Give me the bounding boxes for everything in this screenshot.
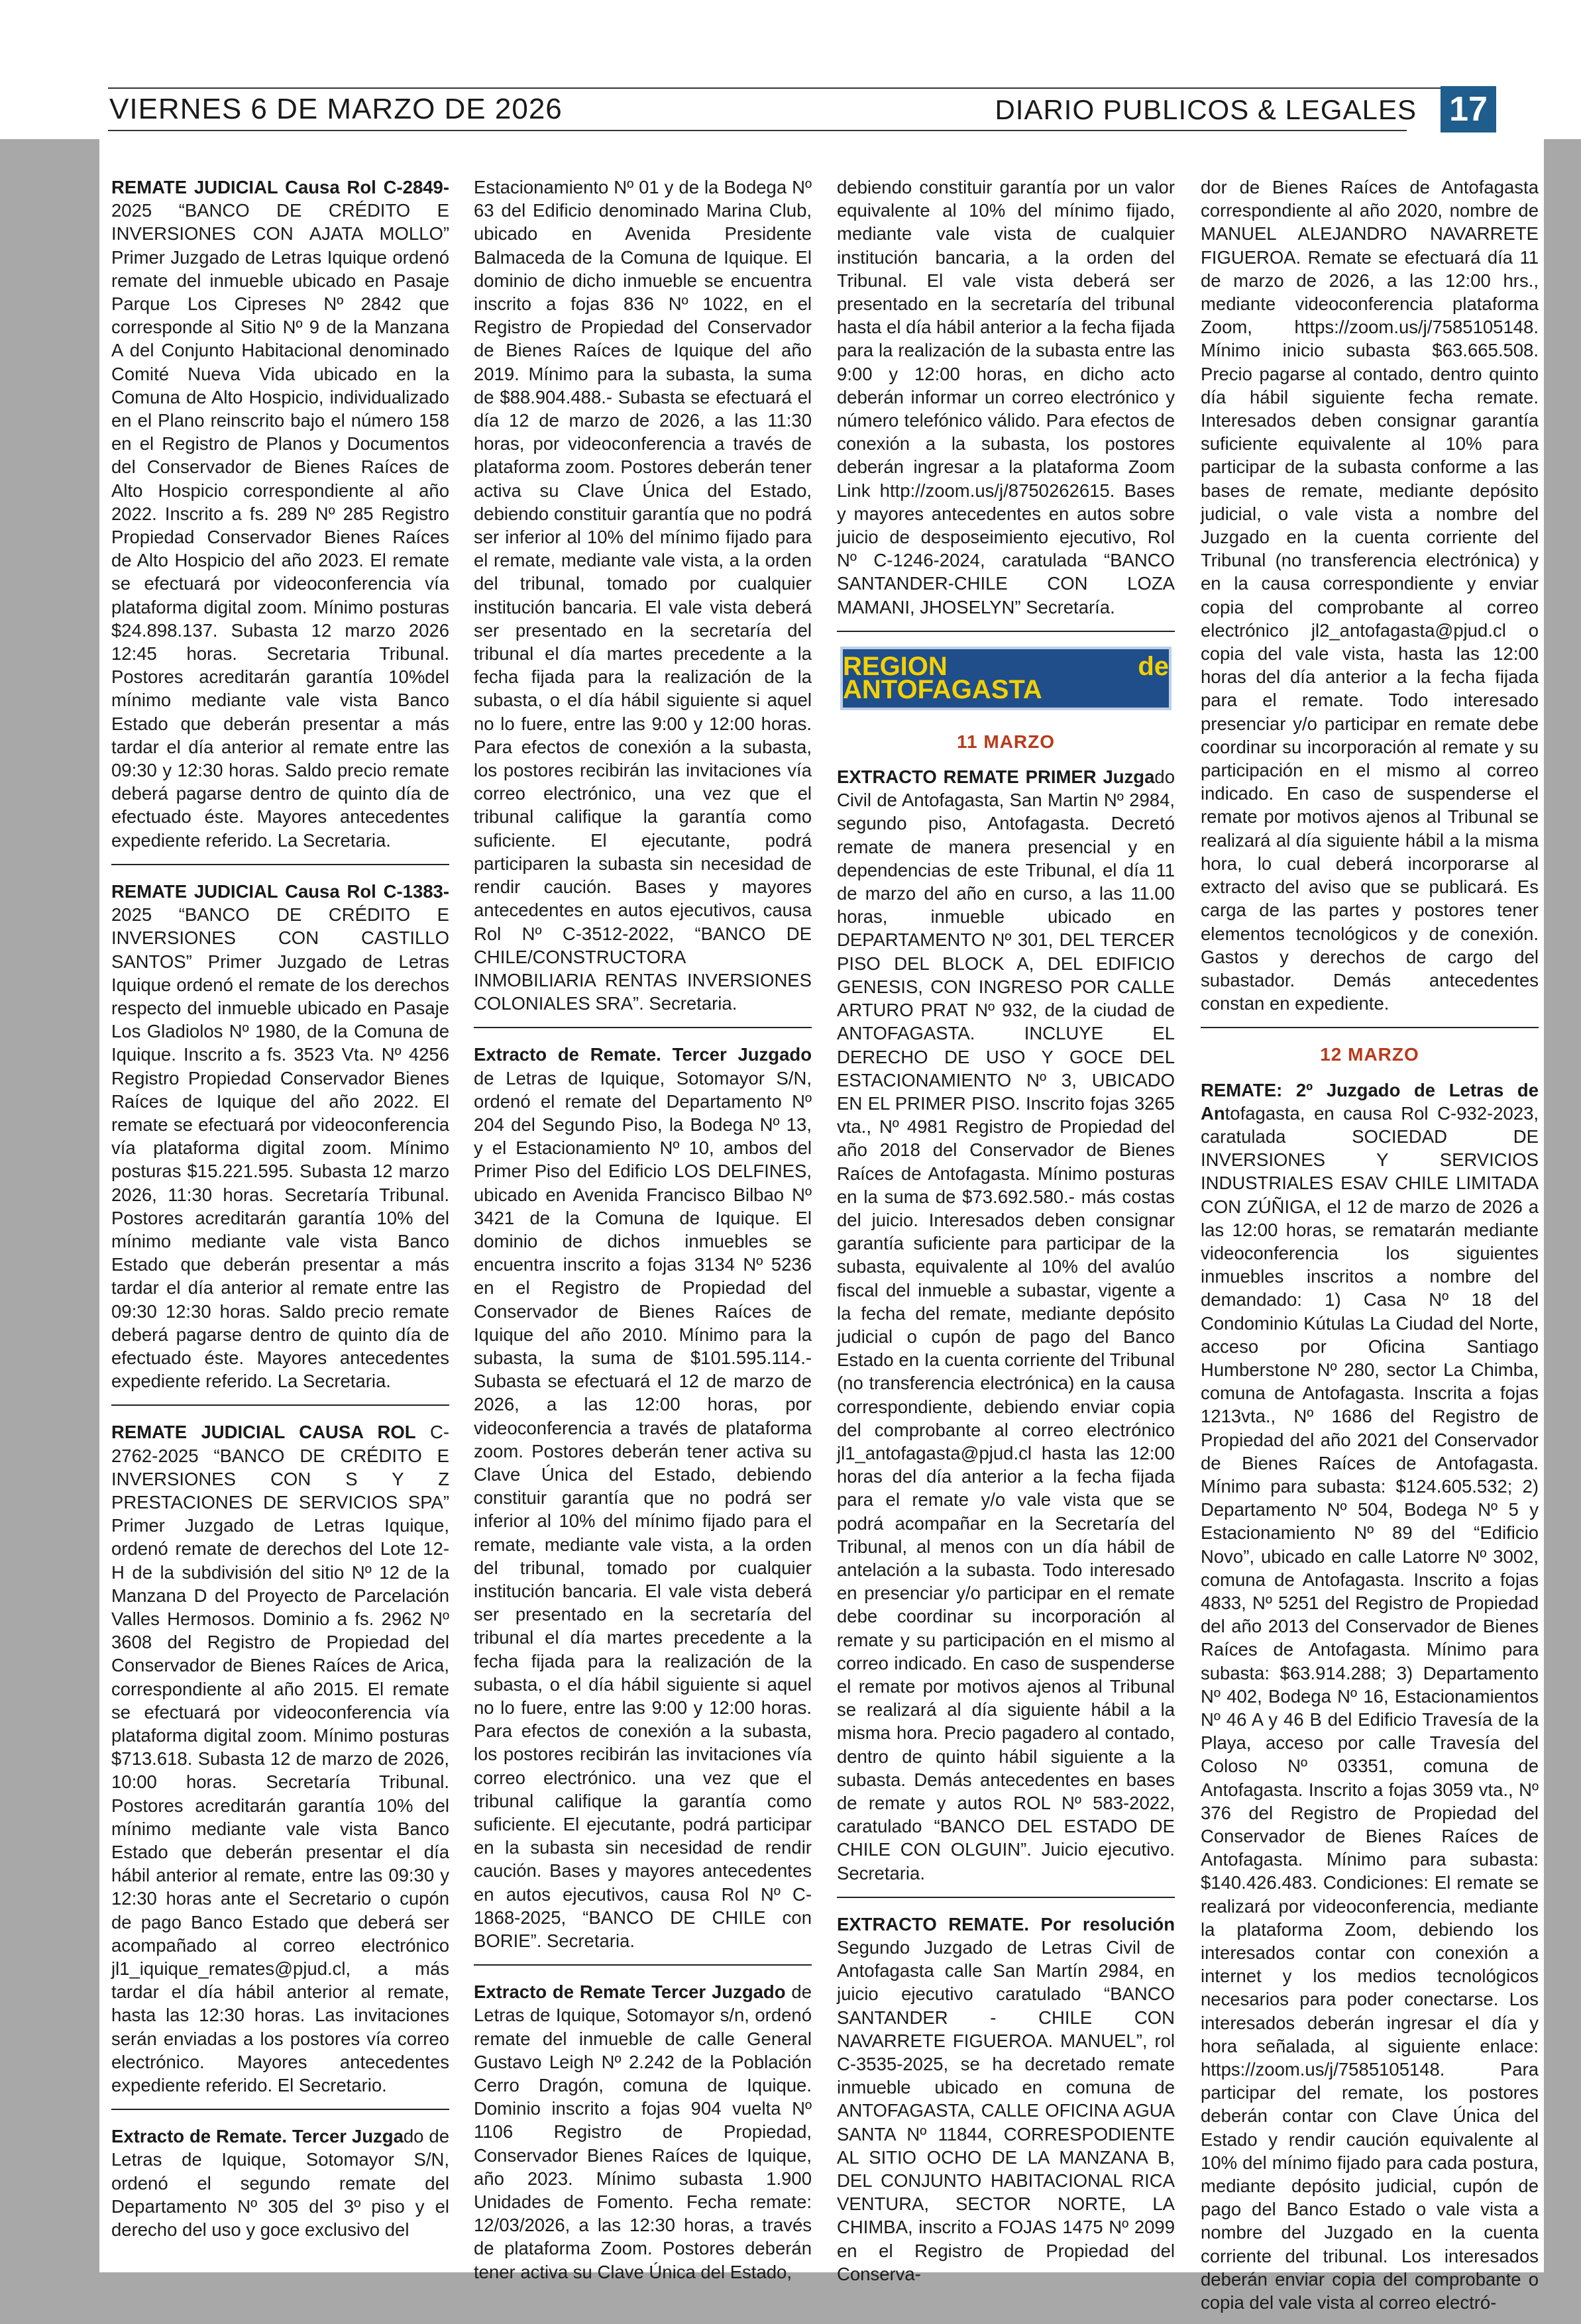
notice-body: do de Letras de Iquique, Sotomayor S/N, ordenó el segundo remate del Departamento Nº 305 del 3º piso y el derecho del uso y goce exclusivo del [111,2126,449,2241]
notice-lead: EXTRACTO REMATE. Por resolución [837,1913,1175,1934]
column-3 [837,176,1175,2284]
notice-body: tofagasta, en causa Rol C-932-2023, caratulada SOCIEDAD DE INVERSIONES Y SERVICIOS INDUSTRIALES ESAV CHILE LIMITADA CON ZÚÑIGA, el 12 de marzo de 2026 a las 12:00 horas, se rematarán mediante videoconferencia los siguientes inmuebles inscritos a nombre del demandado: 1) Casa Nº 18 del Condominio Kútulas La Ciudad del Norte, acceso por Oficina Santiago Humberstone Nº 280, sector La Chimba, comuna de Antofagasta. Inscrita a fojas 1213vta., Nº 1686 del Registro de Propiedad del año 2021 del Conservador de Bienes Raíces de Antofagasta. Mínimo para subasta: $124.605.532; 2) Departamento Nº 504, Bodega Nº 5 y Estacionamiento Nº 89 del “Edificio Novo”, ubicado en calle Latorre Nº 3002, comuna de Antofagasta. Inscrito a fojas 4833, Nº 5251 del Registro de Propiedad del año 2013 del Conservador de Bienes Raíces de Antofagasta. Mínimo para subasta: $63.914.288; 3) Departamento Nº 402, Bodega Nº 16, Estacionamientos Nº 46 A y 46 B del Edificio Travesía de la Playa, acceso por calle Travesía del Coloso Nº 03351, comuna de Antofagasta. Inscrito a fojas 3059 vta., Nº 376 del Registro de Propiedad del Conservador de Bienes Raíces de Antofagasta. Mínimo para subasta: $140.426.483. Condiciones: El remate se realizará por videoconferencia, mediante la plataforma Zoom, debiendo los interesados contar con conexión a internet y los medios tecnológicos necesarios para poder conectarse. Los interesados deberán ingresar el día y hora señalada, al siguiente enlace: https://zoom.us/j/7585105148. Para participar del remate, los postores deberán contar con Clave Única del Estado y rendir caución equivalente al 10% del mínimo fijado para cada postura, mediante depósito judicial, cupón de pago del Banco Estado o vale vista a nombre del Juzgado en la cuenta corriente del tribunal. Los interesados deberán enviar copia del comprobante o copia del vale vista al correo electró- [1201,1102,1539,2313]
notice-body: de Letras de Iquique, Sotomayor S/N, ordenó el remate del Departamento Nº 204 del Segundo Piso, la Bodega Nº 13, y el Estacionamiento Nº 10, ambos del Primer Piso del Edificio LOS DELFINES, ubicado en Avenida Francisco Bilbao Nº 3421 de la Comuna de Iquique. El dominio de dichos inmuebles se encuentra inscrito a fojas 3134 Nº 5236 en el Registro de Propiedad del Conservador de Bienes Raíces de Iquique del año 2010. Mínimo para la subasta, la suma de $101.595.114.-Subasta se efectuará el 12 de marzo de 2026, a las 12:00 horas, por videoconferencia a través de plataforma zoom. Postores deberán tener activa su Clave Única del Estado, debiendo constituir garantía que no podrá ser inferior al 10% del mínimo fijado para el remate, mediante vale vista, a la orden del tribunal, tomado por cualquier institución bancaria. El vale vista deberá ser presentado en la secretaría del tribunal el día martes precedente a la fecha fijada para la realización de la subasta, o el día hábil siguiente si aquel no lo fuere, entre las 9:00 y 12:00 horas. Para efectos de conexión a la subasta, los postores recibirán las invitaciones vía correo electrónico. una vez que el tribunal califique la garantía como suficiente. El ejecutante, podrá participar en la subasta sin necesidad de rendir caución. Bases y mayores antecedentes en autos ejecutivos, causa Rol Nº C-1868-2025, “BANCO DE CHILE con BORIE”. Secretaria. [474,1067,812,1952]
notice-lead: REMATE JUDICIAL Causa Rol C-2849- [111,177,449,197]
legal-notice [837,1913,1175,2286]
notice-lead: Extracto de Remate. Tercer Juzga [111,2126,404,2147]
column-1 [111,176,449,2256]
notice-body: 2025 “BANCO DE CRÉDITO E INVERSIONES CON AJATA MOLLO” Primer Juzgado de Letras Iquique ordenó remate del inmueble ubicado en Pasaje Parque Los Cipreses Nº 2842 que corresponde al Sitio Nº 9 de la Manzana A del Conjunto Habitacional denominado Comité Nueva Vida ubicado en la Comuna de Alto Hospicio, individualizado en el Plano reinscrito bajo el número 158 en el Registro de Planos y Documentos del Conservador de Bienes Raíces de Alto Hospicio correspondiente al año 2022. Inscrito a fs. 289 Nº 285 Registro Propiedad Conservador Bienes Raíces de Alto Hospicio del año 2023. El remate se efectuará por videoconferencia vía plataforma digital zoom. Mínimo posturas $24.898.137. Subasta 12 marzo 2026 12:45 horas. Secretaria Tribunal. Postores acreditarán garantía 10%del mínimo mediante vale vista Banco Estado que deberán presentar a más tardar el día anterior al remate entre las 09:30 y 12:30 horas. Saldo precio remate deberá pagarse dentro de quinto día de efectuado éste. Mayores antecedentes expediente referido. La Secretaria. [111,200,449,851]
notice-body: Segundo Juzgado de Letras Civil de Antofagasta calle San Martín 2984, en juicio ejecutivo caratulado “BANCO SANTANDER - CHILE CON NAVARRETE FIGUEROA. MANUEL”, rol C-3535-2025, se ha decretado remate inmueble ubicado en comuna de ANTOFAGASTA, CALLE OFICINA AGUA SANTA Nº 11844, CORRESPODIENTE AL SITIO OCHO DE LA MANZANA B, DEL CONJUNTO HABITACIONAL RICA VENTURA, SECTOR NORTE, LA CHIMBA, inscrito a FOJAS 1475 Nº 2099 en el Registro de Propiedad del Conserva- [837,1937,1175,2284]
notice-body: de Letras de Iquique, Sotomayor s/n, ordenó remate del inmueble de calle General Gustavo Leigh Nº 2.242 de la Población Cerro Dragón, comuna de Iquique. Dominio inscrito a fojas 904 vuelta Nº 1106 Registro de Propiedad, Conservador Bienes Raíces de Iquique, año 2023. Mínimo subasta 1.900 Unidades de Fomento. Fecha remate: 12/03/2026, a las 12:30 horas, a través de plataforma Zoom. Postores deberán tener activa su Clave Única del Estado, [474,1981,812,2282]
notice-divider [111,864,449,865]
legal-notice [111,880,449,1393]
notice-lead: REMATE: 2º Juzgado de Letras de An [1201,1079,1539,1124]
notice-divider [837,1897,1175,1898]
notice-divider [837,631,1175,632]
header-top-rule [108,87,1496,89]
notice-lead: Extracto de Remate Tercer Juzgado [474,1981,786,2003]
left-margin-band [0,139,99,2272]
legal-notice [474,1043,812,1952]
date-heading: 11 MARZO [956,731,1056,752]
legal-notice [474,1980,812,2284]
notice-divider [111,1404,449,1406]
notice-body: debiendo constituir garantía por un valor equivalente al 10% del mínimo fijado, mediante vale vista de cualquier institución bancaria, a la orden del Tribunal. El vale vista deberá ser presentado en la secretaría del tribunal hasta el día hábil anterior a la fecha fijada para la realización de la subasta entre las 9:00 y 12:00 horas, en dicho acto deberán informar un correo electrónico y número telefónico válido. Para efectos de conexión a la subasta, los postores deberán ingresar a la plataforma Zoom Link http://zoom.us/j/8750262615. Bases y mayores antecedentes en autos sobre juicio de desposeimiento ejecutivo, Rol Nº C-1246-2024, caratulada “BANCO SANTANDER-CHILE CON LOZA MAMANI, JHOSELYN” Secretaría. [837,177,1175,617]
region-banner [840,647,1172,710]
notice-lead: EXTRACTO REMATE PRIMER Juzga [837,766,1155,788]
notice-body: 2025 “BANCO DE CRÉDITO E INVERSIONES CON CASTILLO SANTOS” Primer Juzgado de Letras Iquique ordenó el remate de los derechos respecto del inmueble ubicado en Pasaje Los Gladiolos Nº 1980, de la Comuna de Iquique. Inscrito a fs. 3523 Vta. Nº 4256 Registro Propiedad Conservador Bienes Raíces de Iquique del año 2022. El remate se efectuará por videoconferencia vía plataforma digital zoom. Mínimo posturas $15.221.595. Subasta 12 marzo 2026, 11:30 horas. Secretaría Tribunal. Postores acreditarán garantía 10% del mínimo mediante vale vista Banco Estado que deberán presentar a más tardar el día anterior al remate entre Ias 09:30 12:30 horas. Saldo precio remate deberá pagarse dentro de quinto día de efectuado éste. Mayores antecedentes expediente referido. La Secretaria. [111,904,449,1392]
publication-name: DIARIO PUBLICOS & LEGALES [995,94,1417,125]
region-banner-label: REGION de ANTOFAGASTA [843,651,1169,704]
notice-body: Estacionamiento Nº 01 y de la Bodega Nº 63 del Edificio denominado Marina Club, ubicado en Avenida Presidente Balmaceda de la Comuna de Iquique. El dominio de dicho inmueble se encuentra inscrito a fojas 836 Nº 1022, en el Registro de Propiedad del Conservador de Bienes Raíces de Iquique del año 2019. Mínimo para la subasta, la suma de $88.904.488.- Subasta se efectuará el día 12 de marzo de 2026, a las 11:30 horas, por videoconferencia a través de plataforma zoom. Postores deberán tener activa su Clave Única del Estado, debiendo constituir garantía que no podrá ser inferior al 10% del mínimo fijado para el remate, mediante vale vista, a la orden del tribunal, tomado por cualquier institución bancaria. El vale vista deberá ser presentado en la secretaría del tribunal el día martes precedente a la fecha fijada para la realización de la subasta, o el día hábil siguiente si aquel no lo fuere, entre las 9:00 y 12:00 horas. Para efectos de conexión a la subasta, los postores recibirán las invitaciones vía correo electrónico, una vez que el tribunal califique la garantía como suficiente. El ejecutante, podrá participaren la subasta sin necesidad de rendir caución. Bases y mayores antecedentes en autos ejecutivos, causa Rol Nº C-3512-2022, “BANCO DE CHILE/CONSTRUCTORA INMOBILIARIA RENTAS INVERSIONES COLONIALES SRA”. Secretaria. [474,177,812,1014]
notice-body: C-2762-2025 “BANCO DE CRÉDITO E INVERSIONES CON S Y Z PRESTACIONES DE SERVICIOS SPA” Primer Juzgado de Letras Iquique, ordenó remate de derechos del Lote 12-H de la subdivisión del sitio Nº 12 de la Manzana D del Proyecto de Parcelación Valles Hermosos. Dominio a fs. 2962 Nº 3608 del Registro de Propiedad del Conservador de Bienes Raíces de Arica, correspondiente al año 2015. El remate se efectuará por videoconferencia vía plataforma digital zoom. Mínimo posturas $713.618. Subasta 12 de marzo de 2026, 10:00 horas. Secretaría Tribunal. Postores acreditarán garantía 10% del mínimo mediante vale vista Banco Estado que deberán presentar el día hábil anterior al remate, entre las 09:30 y 12:30 horas ante el Secretario o cupón de pago Banco Estado que deberá ser acompañado al correo electrónico jl1_iquique_remates@pjud.cl, a más tardar el día hábil anterior al remate, hasta las 12:30 horas. Las invitaciones serán enviadas a los postores vía correo electrónico. Mayores antecedentes expediente referido. El Secretario. [111,1422,449,2096]
notice-lead: REMATE JUDICIAL Causa Rol C-1383- [111,880,449,902]
page-number: 17 [1441,86,1496,132]
classifieds-page [99,139,1544,2313]
right-margin-band [1544,139,1581,2272]
column-2 [474,176,812,2282]
notice-divider [1201,1027,1539,1028]
legal-notice [837,176,1175,619]
legal-notice [1201,176,1539,1015]
legal-notice [474,176,812,1015]
notice-divider [474,1964,812,1966]
header-bottom-rule [108,130,1407,131]
notice-lead: Extracto de Remate. Tercer Juzgado [474,1044,812,1065]
legal-notice [111,1420,449,2097]
legal-notice [1201,1079,1539,2315]
column-4 [1201,176,1539,2313]
page-header [108,86,1496,132]
notice-body: dor de Bienes Raíces de Antofagasta correspondiente al año 2020, nombre de MANUEL ALEJANDRO NAVARRETE FIGUEROA. Remate se efectuará día 11 de marzo de 2026, a las 12:00 hrs., mediante videoconferencia plataforma Zoom, https://zoom.us/j/7585105148. Mínimo inicio subasta $63.665.508. Precio pagarse al contado, dentro quinto día hábil siguiente fecha remate. Interesados deben consignar garantía suficiente equivalente al 10% para participar de la subasta conforme a las bases de remate, mediante depósito judicial, o vale vista a nombre del Juzgado en la cuenta corriente del Tribunal (no transferencia electrónica) y en la causa correspondiente y enviar copia del comprobante al correo electrónico jl2_antofagasta@pjud.cl o copia del vale vista, hasta las 12:00 horas del día anterior a la fecha fijada para el remate. Todo interesado presenciar y/o participar en remate debe coordinar su incorporación al remate y su participación en el mismo al correo indicado. En caso de suspenderse el remate por motivos ajenos aI Tribunal se realizará al día siguiente hábil a la misma hora, lo cual deberá incorporarse al extracto del aviso que se publicará. Es carga de las partes y postores tener elementos tecnológicos y de conexión. Gastos y derechos de cargo del subastador. Demás antecedentes constan en expediente. [1201,177,1539,1014]
notice-divider [111,2109,449,2110]
notice-lead: REMATE JUDICIAL CAUSA ROL [111,1422,416,1443]
notice-body: do Civil de Antofagasta, San Martin Nº 2984, segundo piso, Antofagasta. Decretó remate de manera presencial y en dependencias de este Tribunal, el día 11 de marzo del año en curso, a las 11.00 horas, inmueble ubicado en DEPARTAMENTO Nº 301, DEL TERCER PISO DEL BLOCK A, DEL EDIFICIO GENESIS, CON INGRESO POR CALLE ARTURO PRAT Nº 932, de la ciudad de ANTOFAGASTA. INCLUYE EL DERECHO DE USO Y GOCE DEL ESTACIONAMIENTO Nº 3, UBICADO EN EL PRIMER PISO. Inscrito fojas 3265 vta., Nº 4981 Registro de Propiedad del año 2018 del Conservador de Bienes Raíces de Antofagasta. Mínimo posturas en la suma de $73.692.580.- más costas del juicio. Interesados deben consignar garantía suficiente para participar de la subasta, equivalente al 10% del avalúo fiscal del inmueble a subastar, vigente a la fecha del remate, mediante depósito judicial o cupón de pago del Banco Estado en Ia cuenta corriente del Tribunal (no transferencia electrónica) en la causa correspondiente, debiendo enviar copia del comprobante al correo electrónico jl1_antofagasta@pjud.cl hasta las 12:00 horas del día anterior a la fecha fijada para el remate y/o vale vista que se podrá acompañar en la Secretaría del Tribunal, al menos con un día hábil de antelación a la subasta. Todo interesado en presenciar y/o participar en el remate debe coordinar su incorporación al remate y su participación en el mismo al correo indicado. En caso de suspenderse el remate por motivos ajenos al Tribunal se realizará al día siguiente hábil a la misma hora. Precio pagadero al contado, dentro de quinto hábil siguiente a la subasta. Demás antecedentes en bases de remate y autos ROL Nº 583-2022, caratulado “BANCO DEL ESTADO DE CHILE CON OLGUIN”. Juicio ejecutivo. Secretaria. [837,766,1175,1883]
legal-notice [111,2125,449,2241]
legal-notice [837,765,1175,1885]
legal-notice [111,176,449,852]
issue-date: VIERNES 6 DE MARZO DE 2026 [109,93,563,125]
date-heading: 12 MARZO [1320,1044,1419,1065]
notice-divider [474,1027,812,1028]
